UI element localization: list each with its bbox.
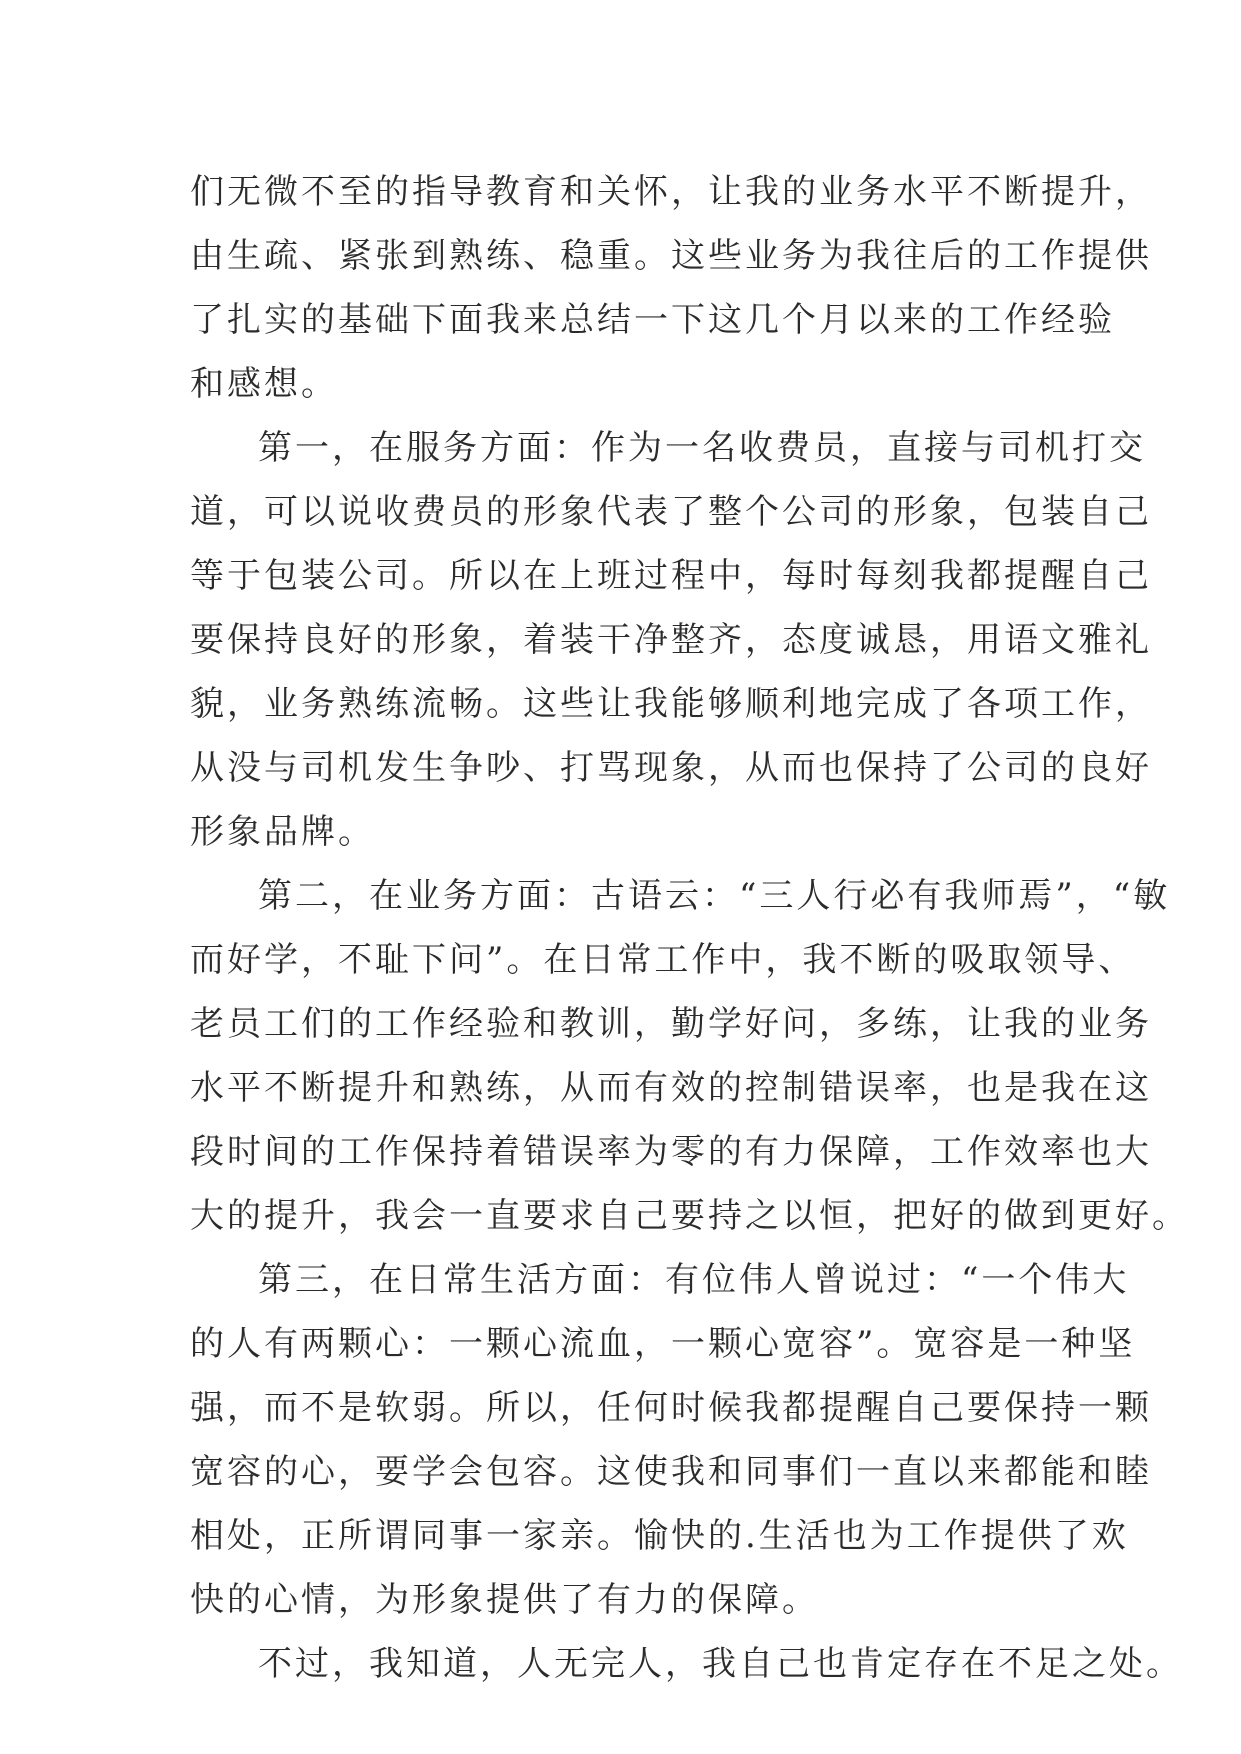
paragraph-first-line: 第二，在业务方面：古语云：“三人行必有我师焉”，“敏	[258, 876, 1171, 916]
text-line: 大的提升，我会一直要求自己要持之以恒，把好的做到更好。	[190, 1196, 1189, 1236]
paragraph-first-line: 第一，在服务方面：作为一名收费员，直接与司机打交	[258, 428, 1146, 468]
text-line: 形象品牌。	[190, 812, 375, 852]
text-line: 强，而不是软弱。所以，任何时候我都提醒自己要保持一颗	[190, 1388, 1152, 1428]
text-line: 的人有两颗心：一颗心流血，一颗心宽容”。宽容是一种坚	[190, 1324, 1136, 1364]
text-line: 快的心情，为形象提供了有力的保障。	[190, 1580, 819, 1620]
text-line: 宽容的心，要学会包容。这使我和同事们一直以来都能和睦	[190, 1452, 1152, 1492]
text-line: 们无微不至的指导教育和关怀，让我的业务水平不断提升，	[190, 172, 1152, 212]
text-line: 和感想。	[190, 364, 338, 404]
text-line: 由生疏、紧张到熟练、稳重。这些业务为我往后的工作提供	[190, 236, 1152, 276]
text-line: 段时间的工作保持着错误率为零的有力保障，工作效率也大	[190, 1132, 1152, 1172]
text-line: 从没与司机发生争吵、打骂现象，从而也保持了公司的良好	[190, 748, 1152, 788]
text-line: 貌，业务熟练流畅。这些让我能够顺利地完成了各项工作，	[190, 684, 1152, 724]
text-line: 老员工们的工作经验和教训，勤学好问，多练，让我的业务	[190, 1004, 1152, 1044]
text-line: 了扎实的基础下面我来总结一下这几个月以来的工作经验	[190, 300, 1115, 340]
text-line: 要保持良好的形象，着装干净整齐，态度诚恳，用语文雅礼	[190, 620, 1152, 660]
text-line: 相处，正所谓同事一家亲。愉快的.生活也为工作提供了欢	[190, 1516, 1129, 1556]
text-line: 而好学，不耻下问”。在日常工作中，我不断的吸取领导、	[190, 940, 1136, 980]
document-body	[190, 160, 1189, 1696]
text-line: 水平不断提升和熟练，从而有效的控制错误率，也是我在这	[190, 1068, 1152, 1108]
text-line: 道，可以说收费员的形象代表了整个公司的形象，包装自己	[190, 492, 1152, 532]
paragraph-first-line: 不过，我知道，人无完人，我自己也肯定存在不足之处。	[258, 1644, 1183, 1684]
paragraph-first-line: 第三，在日常生活方面：有位伟人曾说过：“一个伟大	[258, 1260, 1130, 1300]
text-line: 等于包装公司。所以在上班过程中，每时每刻我都提醒自己	[190, 556, 1152, 596]
